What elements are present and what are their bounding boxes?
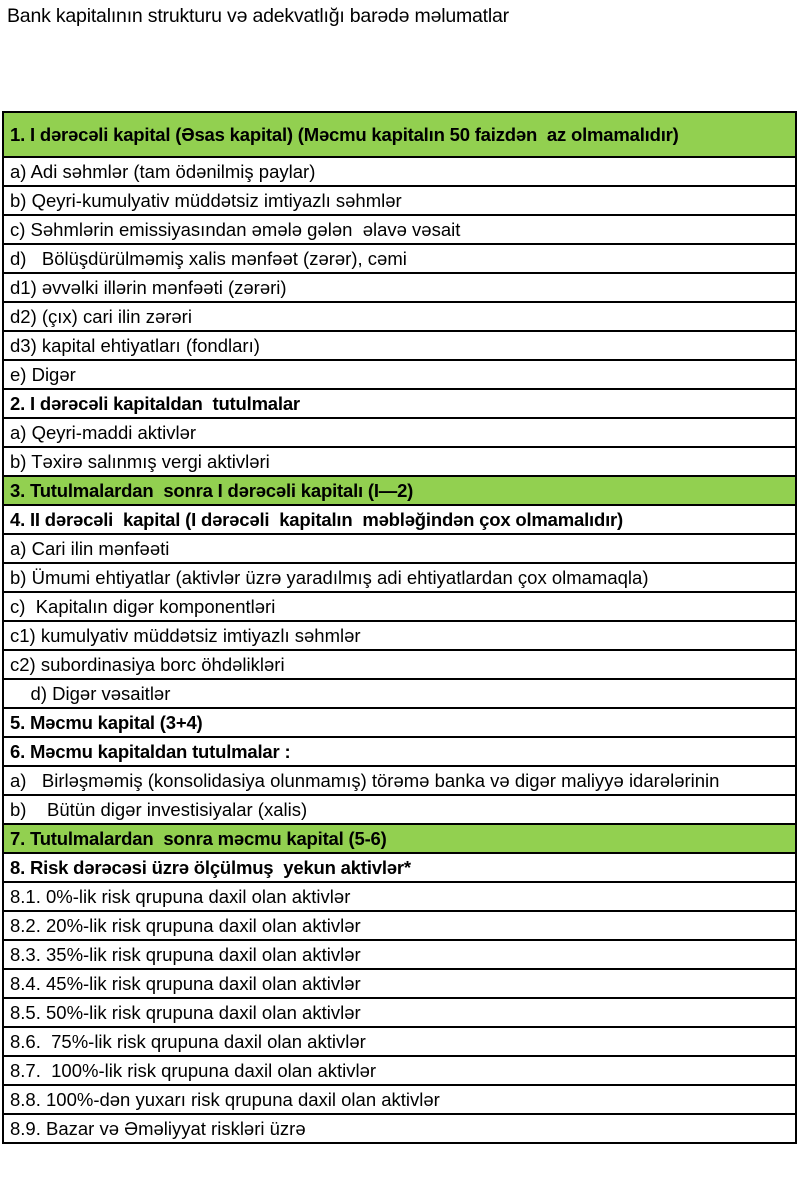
row-label: 8.9. Bazar və Əməliyyat riskləri üzrə <box>10 1117 306 1139</box>
table-row <box>2 388 797 419</box>
row-label: a) Birləşməmiş (konsolidasiya olunmamış) törəmə banka və digər maliyyə idarələrinin <box>10 769 720 791</box>
row-label: 8.3. 35%-lik risk qrupuna daxil olan aktivlər <box>10 943 361 965</box>
row-label: 7. Tutulmalardan sonra məcmu kapital (5-6) <box>10 827 387 849</box>
table-row <box>2 243 797 274</box>
row-label: d) Digər vəsaitlər <box>10 682 171 704</box>
row-label: 1. I dərəcəli kapital (Əsas kapital) (Məcmu kapitalın 50 faizdən az olmamalıdır) <box>10 123 679 145</box>
row-label: 8.5. 50%-lik risk qrupuna daxil olan aktivlər <box>10 1001 361 1023</box>
row-label: d) Bölüşdürülməmiş xalis mənfəət (zərər), cəmi <box>10 247 407 269</box>
row-label: 2. I dərəcəli kapitaldan tutulmalar <box>10 392 300 414</box>
row-label: 6. Məcmu kapitaldan tutulmalar : <box>10 740 291 762</box>
row-label: 5. Məcmu kapital (3+4) <box>10 711 203 733</box>
row-label: b) Təxirə salınmış vergi aktivləri <box>10 450 270 472</box>
table-row <box>2 1055 797 1086</box>
table-row <box>2 707 797 738</box>
row-label: e) Digər <box>10 363 76 385</box>
row-label: b) Ümumi ehtiyatlar (aktivlər üzrə yaradılmış adi ehtiyatlardan çox olmamaqla) <box>10 566 649 588</box>
table-row <box>2 620 797 651</box>
row-label: 8.4. 45%-lik risk qrupuna daxil olan aktivlər <box>10 972 361 994</box>
table-row <box>2 736 797 767</box>
row-label: b) Bütün digər investisiyalar (xalis) <box>10 798 308 820</box>
row-label: d1) əvvəlki illərin mənfəəti (zərəri) <box>10 276 287 298</box>
table-row <box>2 968 797 999</box>
table-row <box>2 852 797 883</box>
table-row <box>2 939 797 970</box>
row-label: d3) kapital ehtiyatları (fondları) <box>10 334 260 356</box>
table-row <box>2 1084 797 1115</box>
row-label: 8.1. 0%-lik risk qrupuna daxil olan aktivlər <box>10 885 351 907</box>
table-row <box>2 794 797 825</box>
table-row <box>2 504 797 535</box>
table-row <box>2 1026 797 1057</box>
table-row <box>2 765 797 796</box>
table-row <box>2 214 797 245</box>
row-label: 8.2. 20%-lik risk qrupuna daxil olan aktivlər <box>10 914 361 936</box>
row-label: c2) subordinasiya borc öhdəlikləri <box>10 653 285 675</box>
row-label: d2) (çıx) cari ilin zərəri <box>10 305 192 327</box>
table-row <box>2 678 797 709</box>
table-row <box>2 272 797 303</box>
table-row <box>2 533 797 564</box>
row-label: 8. Risk dərəcəsi üzrə ölçülmuş yekun aktivlər* <box>10 856 411 878</box>
row-label: c) Səhmlərin emissiyasından əmələ gələn əlavə vəsait <box>10 218 461 240</box>
table-row <box>2 562 797 593</box>
table-row <box>2 417 797 448</box>
table-row <box>2 823 797 854</box>
table-row <box>2 475 797 506</box>
table-row <box>2 446 797 477</box>
page-title: Bank kapitalının strukturu və adekvatlığı barədə məlumatlar <box>7 5 509 27</box>
row-label: 8.6. 75%-lik risk qrupuna daxil olan aktivlər <box>10 1030 366 1052</box>
row-label: 8.8. 100%-dən yuxarı risk qrupuna daxil olan aktivlər <box>10 1088 440 1110</box>
row-label: c) Kapitalın digər komponentləri <box>10 595 276 617</box>
table-row <box>2 910 797 941</box>
row-label: 3. Tutulmalardan sonra I dərəcəli kapitalı (I—2) <box>10 479 414 501</box>
row-label: c1) kumulyativ müddətsiz imtiyazlı səhmlər <box>10 624 361 646</box>
table-row <box>2 649 797 680</box>
table-row <box>2 881 797 912</box>
row-label: 4. II dərəcəli kapital (I dərəcəli kapitalın məbləğindən çox olmamalıdır) <box>10 508 623 530</box>
table-row <box>2 591 797 622</box>
table-row <box>2 997 797 1028</box>
row-label: 8.7. 100%-lik risk qrupuna daxil olan aktivlər <box>10 1059 377 1081</box>
row-label: a) Cari ilin mənfəəti <box>10 537 170 559</box>
table-row <box>2 185 797 216</box>
table-row <box>2 1113 797 1144</box>
table-row <box>2 301 797 332</box>
table-row <box>2 156 797 187</box>
table-row <box>2 330 797 361</box>
table-row <box>2 359 797 390</box>
row-label: a) Qeyri-maddi aktivlər <box>10 421 197 443</box>
table-row <box>2 111 797 158</box>
row-label: a) Adi səhmlər (tam ödənilmiş paylar) <box>10 160 316 182</box>
capital-table <box>2 111 797 1144</box>
row-label: b) Qeyri-kumulyativ müddətsiz imtiyazlı səhmlər <box>10 189 402 211</box>
